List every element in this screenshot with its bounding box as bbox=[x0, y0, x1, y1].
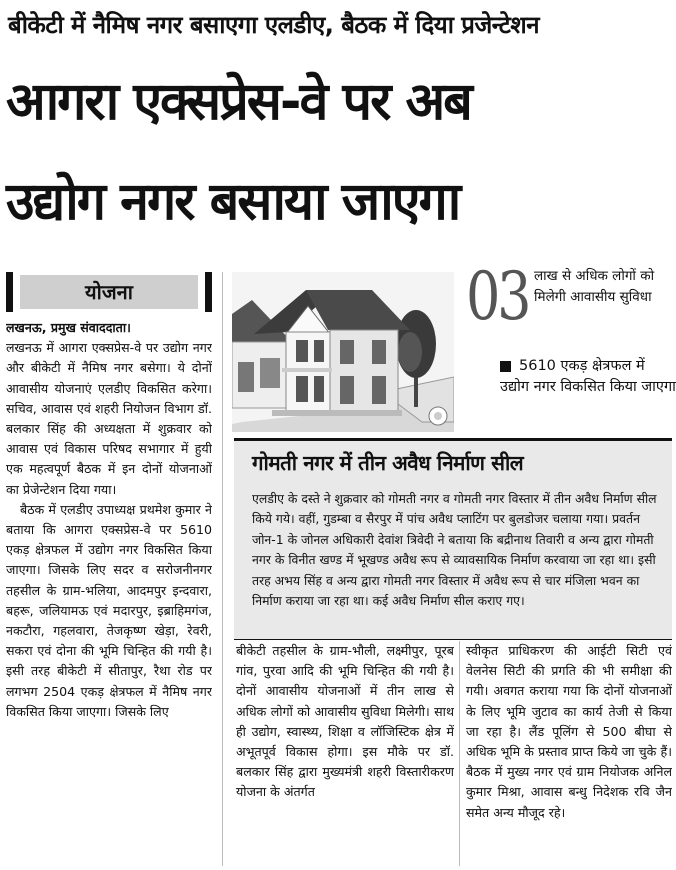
sidebar-box-title: गोमती नगर में तीन अवैध निर्माण सील bbox=[252, 451, 524, 475]
article-paragraph-2: बैठक में एलडीए उपाध्यक्ष प्रथमेश कुमार ने बताया कि आगरा एक्सप्रेस-वे पर 5610 एकड़ क्षेत्रफल में उद्योग नगर विकसित किया जाएगा। जिसके लिए सदर व सरोजनीनगर तहसील के ग्राम-भलिया, आदमपुर इन्दवारा, बहरू, जलियामऊ एवं मदारपुर, इब्राहिमगंज, नकटौरा, गहलवारा, तेजकृष्ण खेड़ा, रेवरी, सकरा एवं दोना की भूमि चिन्हित की गयी है। इसी तरह बीकेटी में सीतापुर, रैथा रोड पर लगभग 2504 एकड़ क्षेत्रफल में नैमिष नगर विकसित किया जाएगा। जिसके लिए bbox=[6, 501, 212, 719]
article-column-1 bbox=[6, 318, 212, 866]
main-headline-line-2: उद्योग नगर बसाया जाएगा bbox=[6, 172, 460, 232]
article-column-3: स्वीकृत प्राधिकरण की आईटी सिटी एवं वेलनेस सिटी की प्रगति की भी समीक्षा की गयी। अवगत कराया गया कि दोनों योजनाओं के लिए भूमि जुटाव का कार्य तेजी से किया जा रहा है। लैंड पूलिंग से 500 बीघा से अधिक भूमि के प्रस्ताव प्राप्त किये जा चुके हैं। बैठक में मुख्य नगर एवं ग्राम नियोजक अनिल कुमार मिश्रा, आवास बन्धु निदेशक रवि जैन समेत अन्य मौजूद रहे। bbox=[466, 643, 672, 820]
sidebar-box-body: एलडीए के दस्ते ने शुक्रवार को गोमती नगर व गोमती नगर विस्तार में तीन अवैध निर्माण सील किये गये। वहीं, गुडम्बा व सैरपुर में पांच अवैध प्लाटिंग पर बुलडोजर चलाया गया। प्रवर्तन जोन-1 के जोनल अधिकारी देवांश त्रिवेदी ने बताया कि बद्रीनाथ तिवारी व अन्य द्वारा गोमती नगर के विनीत खण्ड में भूखण्ड अवैध रूप से व्यावसायिक निर्माण करवाया जा रहा था। इसी तरह अभय सिंह व अन्य द्वारा गोमती नगर विस्तार में अवैध रूप से चार मंजिला भवन का निर्माण कराया जा रहा था। कई अवैध निर्माण सील कराए गए। bbox=[252, 491, 657, 609]
house-rendering-image bbox=[232, 272, 454, 432]
article-paragraph-1: लखनऊ में आगरा एक्सप्रेस-वे पर उद्योग नगर और बीकेटी में नैमिष नगर बसेगा। ये दोनों आवासीय योजनाएं एलडीए विकसित करेगा। सचिव, आवास एवं शहरी नियोजन विभाग डॉ. बलकार सिंह की अध्यक्षता में शुक्रवार को आवास एवं विकास परिषद सभागार में हुयी एक महत्वपूर्ण बैठक में इन दोनों योजनाओं का प्रेजेन्टेशन दिया गया। bbox=[6, 340, 212, 497]
highlight-text-1: लाख से अधिक लोगों को मिलेगी आवासीय सुविधा bbox=[534, 268, 655, 305]
tag-left-bar bbox=[6, 272, 13, 312]
column-divider bbox=[459, 641, 460, 866]
column-divider bbox=[222, 272, 223, 866]
kicker-headline: बीकेटी में नैमिष नगर बसाएगा एलडीए, बैठक में दिया प्रजेन्टेशन bbox=[8, 11, 540, 39]
highlight-text-2-label: 5610 एकड़ क्षेत्रफल में उद्योग नगर विकसित किया जाएगा bbox=[500, 358, 676, 395]
sidebar-news-box bbox=[234, 438, 672, 640]
main-headline-line-1: आगरा एक्सप्रेस-वे पर अब bbox=[6, 72, 471, 132]
tag-right-bar bbox=[205, 272, 212, 312]
section-tag-label: योजना bbox=[20, 275, 198, 309]
article-column-2: बीकेटी तहसील के ग्राम-भौली, लक्ष्मीपुर, पूरब गांव, पुरवा आदि की भूमि चिन्हित की गयी है। दोनों आवासीय योजनाओं में तीन लाख से अधिक लोगों को आवासीय सुविधा मिलेगी। साथ ही उद्योग, स्वास्थ्य, शिक्षा व लॉजिस्टिक क्षेत्र में अभूतपूर्व विकास होगा। इस मौके पर डॉ. बलकार सिंह द्वारा मुख्यमंत्री शहरी विस्तारीकरण योजना के अंतर्गत bbox=[236, 643, 454, 800]
highlight-text-2 bbox=[500, 356, 676, 398]
section-tag bbox=[6, 272, 212, 312]
byline: लखनऊ, प्रमुख संवाददाता। bbox=[6, 320, 131, 335]
bullet-square-icon bbox=[500, 361, 511, 372]
highlight-number: 03 bbox=[466, 258, 529, 335]
